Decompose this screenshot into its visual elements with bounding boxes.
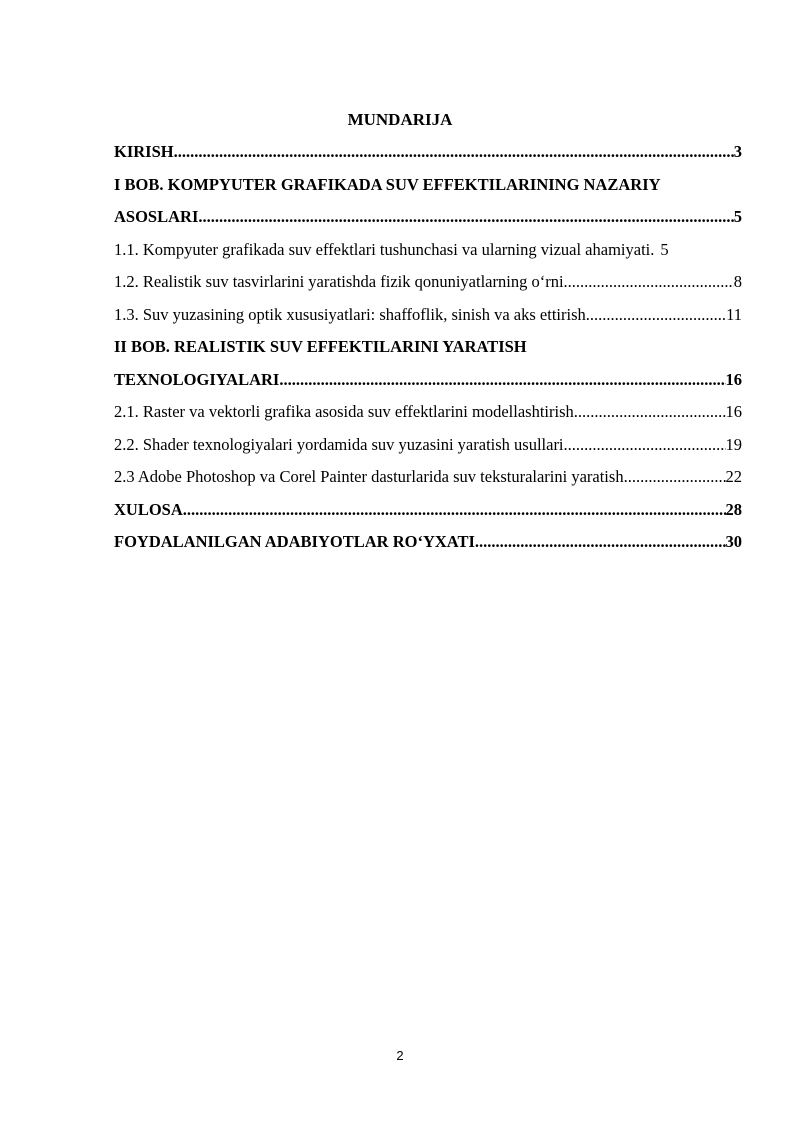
toc-chapter-2-heading[interactable] bbox=[114, 335, 742, 368]
dot-leader bbox=[624, 465, 726, 489]
toc-section-1-2[interactable] bbox=[114, 270, 742, 303]
dot-leader bbox=[564, 433, 726, 457]
toc-entry-page: 16 bbox=[725, 369, 742, 389]
toc-entry-page: 28 bbox=[725, 499, 742, 519]
dot-leader bbox=[586, 303, 726, 327]
toc-entry-label: 2.3 Adobe Photoshop va Corel Painter dasturlarida suv teksturalarini yaratish bbox=[114, 467, 624, 486]
toc-entry-label: TEXNOLOGIYALARI bbox=[114, 369, 280, 389]
toc-entry-label: 2.1. Raster va vektorli grafika asosida suv effektlarini modellashtirish bbox=[114, 402, 574, 421]
toc-entry-adabiyotlar[interactable] bbox=[114, 530, 742, 563]
toc-entry-label: 1.3. Suv yuzasining optik xususiyatlari: shaffoflik, sinish va aks ettirish bbox=[114, 304, 586, 324]
toc-entry-page: 22 bbox=[725, 467, 742, 486]
dot-leader bbox=[475, 530, 726, 554]
dot-leader bbox=[183, 498, 726, 522]
toc-entry-page: 8 bbox=[733, 272, 742, 291]
toc-entry-xulosa[interactable] bbox=[114, 498, 742, 531]
toc-section-1-3[interactable] bbox=[114, 303, 742, 336]
toc-entry-page: 5 bbox=[733, 207, 742, 226]
toc-entry-label: 1.2. Realistik suv tasvirlarini yaratishda fizik qonuniyatlarning o‘rni bbox=[114, 272, 564, 291]
toc-section-2-1[interactable] bbox=[114, 400, 742, 433]
page-title: MUNDARIJA bbox=[347, 110, 453, 129]
toc-entry-label: 1.1. Kompyuter grafikada suv effektlari tushunchasi va ularning vizual ahamiyati. bbox=[114, 239, 655, 259]
table-of-contents bbox=[114, 140, 742, 563]
dot-leader bbox=[174, 140, 734, 164]
toc-entry-label: XULOSA bbox=[114, 499, 183, 519]
toc-section-2-2[interactable] bbox=[114, 433, 742, 466]
toc-entry-page: 16 bbox=[725, 402, 742, 421]
dot-leader bbox=[279, 368, 725, 392]
toc-chapter-2[interactable] bbox=[114, 368, 742, 401]
toc-entry-page: 19 bbox=[725, 434, 742, 454]
toc-entry-label: ASOSLARI bbox=[114, 207, 199, 226]
toc-entry-page: 30 bbox=[725, 532, 742, 551]
toc-entry-label: II BOB. REALISTIK SUV EFFEKTILARINI YARATISH bbox=[114, 337, 527, 356]
toc-section-1-1[interactable] bbox=[114, 238, 742, 271]
toc-entry-label: 2.2. Shader texnologiyalari yordamida suv yuzasini yaratish usullari bbox=[114, 434, 564, 454]
page-number: 2 bbox=[396, 1048, 404, 1063]
toc-entry-label: FOYDALANILGAN ADABIYOTLAR RO‘YXATI bbox=[114, 532, 475, 551]
dot-leader bbox=[574, 400, 726, 424]
toc-chapter-1-heading[interactable] bbox=[114, 173, 742, 206]
toc-section-2-3[interactable] bbox=[114, 465, 742, 498]
toc-entry-kirish[interactable] bbox=[114, 140, 742, 173]
toc-entry-label: KIRISH bbox=[114, 142, 174, 161]
toc-chapter-1[interactable] bbox=[114, 205, 742, 238]
toc-entry-page: 3 bbox=[733, 142, 742, 161]
toc-entry-page: 5 bbox=[660, 239, 669, 259]
dot-leader bbox=[564, 270, 734, 294]
toc-entry-label: I BOB. KOMPYUTER GRAFIKADA SUV EFFEKTILARINING NAZARIY bbox=[114, 174, 661, 194]
dot-leader bbox=[198, 205, 733, 229]
toc-entry-page: 11 bbox=[726, 304, 742, 324]
